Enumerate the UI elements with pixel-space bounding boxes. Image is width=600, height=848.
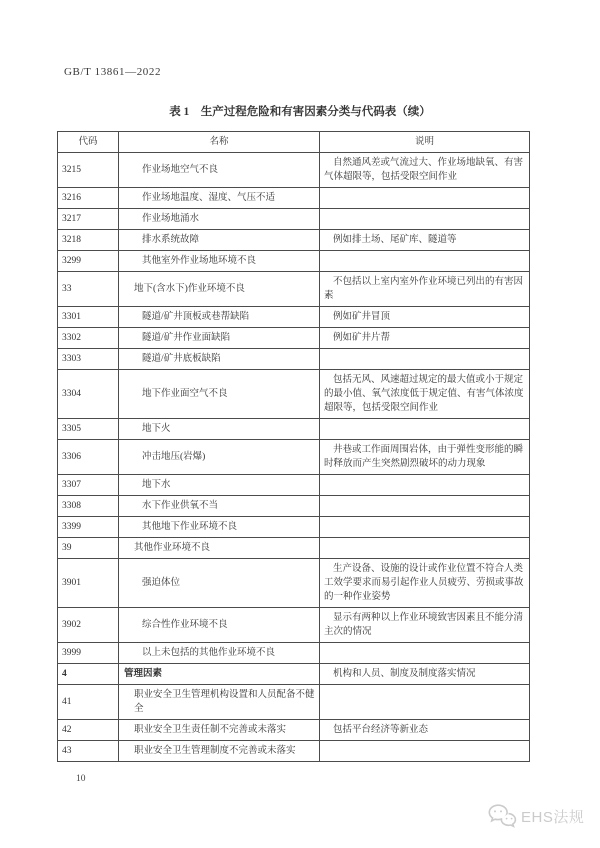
- column-header-name: 名称: [119, 132, 320, 153]
- table-row: [58, 643, 530, 664]
- code-cell: 33: [58, 272, 119, 307]
- desc-cell: 例如排土场、尾矿库、隧道等: [320, 230, 530, 251]
- table-row: [58, 475, 530, 496]
- table-row: [58, 517, 530, 538]
- code-cell: 3217: [58, 209, 119, 230]
- code-cell: 3999: [58, 643, 119, 664]
- table-row: [58, 608, 530, 643]
- name-cell: 排水系统故障: [119, 230, 320, 251]
- code-cell: 3902: [58, 608, 119, 643]
- desc-cell: 井巷或工作面周围岩体，由于弹性变形能的瞬时释放而产生突然剧烈破坏的动力现象: [320, 440, 530, 475]
- desc-cell: [320, 209, 530, 230]
- code-cell: 3304: [58, 370, 119, 419]
- desc-cell: 例如矿井冒顶: [320, 307, 530, 328]
- desc-cell: 不包括以上室内室外作业环境已列出的有害因素: [320, 272, 530, 307]
- code-cell: 3299: [58, 251, 119, 272]
- code-cell: 3399: [58, 517, 119, 538]
- code-cell: 3306: [58, 440, 119, 475]
- code-cell: 3218: [58, 230, 119, 251]
- code-cell: 3901: [58, 559, 119, 608]
- name-cell: 水下作业供氧不当: [119, 496, 320, 517]
- classification-code-table: [57, 131, 530, 762]
- desc-cell: [320, 419, 530, 440]
- desc-cell: [320, 475, 530, 496]
- table-row: [58, 685, 530, 720]
- code-cell: 42: [58, 720, 119, 741]
- table-row: [58, 741, 530, 762]
- desc-cell: [320, 538, 530, 559]
- name-cell: 其他地下作业环境不良: [119, 517, 320, 538]
- name-cell: 其他作业环境不良: [119, 538, 320, 559]
- desc-cell: 生产设备、设施的设计或作业位置不符合人类工效学要求而易引起作业人员疲劳、劳损或事故的一种作业姿势: [320, 559, 530, 608]
- table-row: [58, 230, 530, 251]
- table-row: [58, 307, 530, 328]
- column-header-description: 说明: [320, 132, 530, 153]
- code-cell: 3307: [58, 475, 119, 496]
- code-cell: 3302: [58, 328, 119, 349]
- desc-cell: [320, 685, 530, 720]
- table-row: [58, 664, 530, 685]
- desc-cell: 包括平台经济等新业态: [320, 720, 530, 741]
- name-cell: 地下(含水下)作业环境不良: [119, 272, 320, 307]
- desc-cell: [320, 741, 530, 762]
- name-cell: 隧道/矿井底板缺陷: [119, 349, 320, 370]
- name-cell: 职业安全卫生责任制不完善或未落实: [119, 720, 320, 741]
- standard-number: GB/T 13861—2022: [64, 66, 162, 78]
- desc-cell: [320, 643, 530, 664]
- name-cell: 隧道/矿井顶板或巷帮缺陷: [119, 307, 320, 328]
- watermark: [487, 803, 584, 829]
- code-cell: 43: [58, 741, 119, 762]
- table-row: [58, 559, 530, 608]
- table-row: [58, 328, 530, 349]
- table-row: [58, 496, 530, 517]
- name-cell: 管理因素: [119, 664, 320, 685]
- table-title: 表 1 生产过程危险和有害因素分类与代码表（续）: [169, 106, 431, 118]
- table-row: [58, 419, 530, 440]
- name-cell: 其他室外作业场地环境不良: [119, 251, 320, 272]
- code-cell: 3303: [58, 349, 119, 370]
- code-cell: 3305: [58, 419, 119, 440]
- watermark-label: EHS法规: [521, 808, 585, 826]
- table-body: [58, 153, 530, 762]
- table-row: [58, 251, 530, 272]
- desc-cell: [320, 496, 530, 517]
- desc-cell: [320, 349, 530, 370]
- name-cell: 职业安全卫生管理机构设置和人员配备不健全: [119, 685, 320, 720]
- desc-cell: [320, 188, 530, 209]
- name-cell: 强迫体位: [119, 559, 320, 608]
- desc-cell: [320, 517, 530, 538]
- name-cell: 作业场地涌水: [119, 209, 320, 230]
- code-cell: 3301: [58, 307, 119, 328]
- table-row: [58, 720, 530, 741]
- name-cell: 以上未包括的其他作业环境不良: [119, 643, 320, 664]
- code-cell: 3308: [58, 496, 119, 517]
- name-cell: 地下水: [119, 475, 320, 496]
- table-header-row: [58, 132, 530, 153]
- name-cell: 地下作业面空气不良: [119, 370, 320, 419]
- table-row: [58, 349, 530, 370]
- name-cell: 地下火: [119, 419, 320, 440]
- table-row: [58, 209, 530, 230]
- code-cell: 3216: [58, 188, 119, 209]
- name-cell: 隧道/矿井作业面缺陷: [119, 328, 320, 349]
- name-cell: 作业场地空气不良: [119, 153, 320, 188]
- name-cell: 职业安全卫生管理制度不完善或未落实: [119, 741, 320, 762]
- wechat-logo-icon: [487, 803, 517, 829]
- table-row: [58, 188, 530, 209]
- table-row: [58, 538, 530, 559]
- code-cell: 39: [58, 538, 119, 559]
- table-row: [58, 440, 530, 475]
- name-cell: 冲击地压(岩爆): [119, 440, 320, 475]
- desc-cell: 自然通风差或气流过大、作业场地缺氧、有害气体超限等，包括受限空间作业: [320, 153, 530, 188]
- table-row: [58, 272, 530, 307]
- name-cell: 综合性作业环境不良: [119, 608, 320, 643]
- code-cell: 4: [58, 664, 119, 685]
- desc-cell: [320, 251, 530, 272]
- code-cell: 3215: [58, 153, 119, 188]
- table-row: [58, 153, 530, 188]
- desc-cell: 例如矿井片帮: [320, 328, 530, 349]
- table-row: [58, 370, 530, 419]
- desc-cell: 包括无风、风速超过规定的最大值或小于规定的最小值、氧气浓度低于规定值、有害气体浓度超限等，包括受限空间作业: [320, 370, 530, 419]
- column-header-code: 代码: [58, 132, 119, 153]
- name-cell: 作业场地温度、湿度、气压不适: [119, 188, 320, 209]
- page-number: 10: [76, 774, 86, 784]
- desc-cell: 显示有两种以上作业环境致害因素且不能分清主次的情况: [320, 608, 530, 643]
- desc-cell: 机构和人员、制度及制度落实情况: [320, 664, 530, 685]
- code-cell: 41: [58, 685, 119, 720]
